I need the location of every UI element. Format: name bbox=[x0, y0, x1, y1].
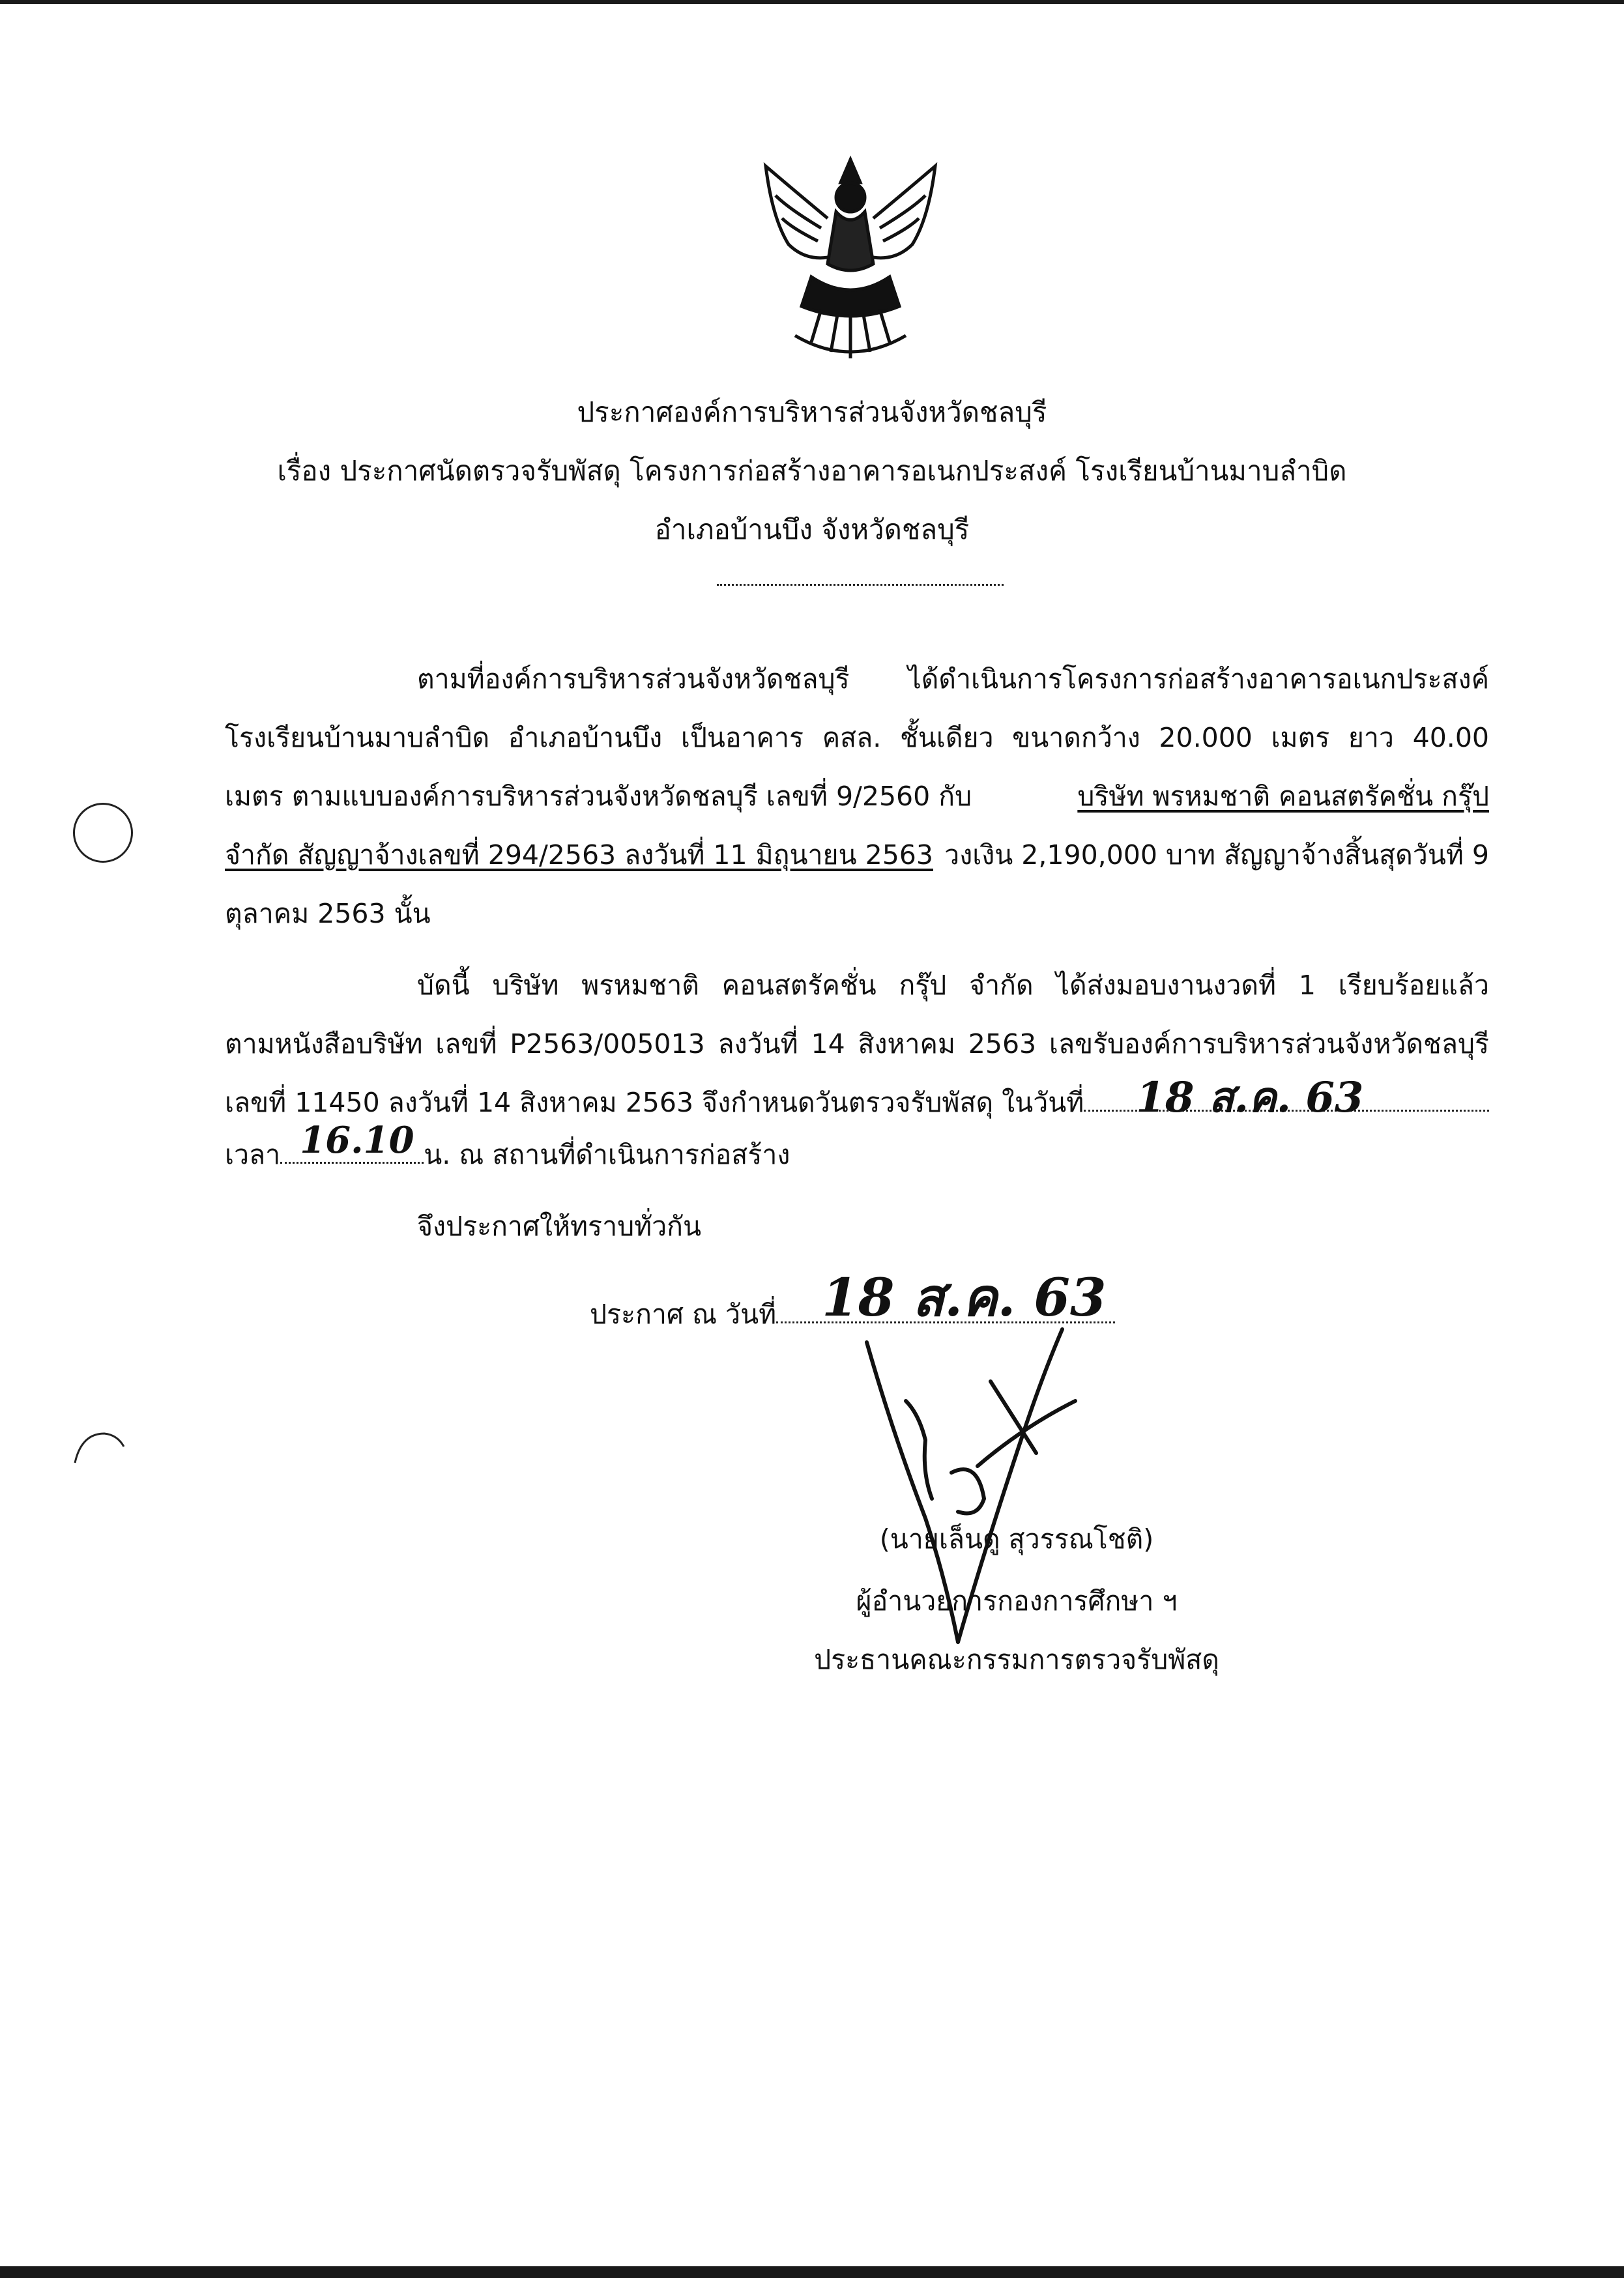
para1-line4-text: วงเงิน 2,190,000 บาท สัญญาจ้างสิ้นสุดวันที่ 9 bbox=[944, 839, 1489, 871]
inspection-date-field bbox=[1084, 1073, 1489, 1122]
para2-line3 bbox=[225, 1073, 1489, 1124]
garuda-emblem-icon bbox=[749, 147, 951, 375]
signatory-role: ประธานคณะกรรมการตรวจรับพัสดุ bbox=[814, 1644, 1219, 1675]
inspection-date-handwritten: 18 ส.ค. 63 bbox=[1136, 1073, 1364, 1122]
signatory-position: ผู้อำนวยการกองการศึกษา ฯ bbox=[856, 1585, 1178, 1617]
para2-line4 bbox=[225, 1119, 790, 1176]
para1-line3 bbox=[225, 775, 1489, 818]
header-subject: เรื่อง ประกาศนัดตรวจรับพัสดุ โครงการก่อสร้างอาคารอเนกประสงค์ โรงเรียนบ้านมาบลำบิด bbox=[277, 455, 1347, 487]
time-label: เวลา bbox=[225, 1139, 281, 1170]
announce-date-label: ประกาศ ณ วันที่ bbox=[590, 1299, 777, 1330]
time-location-text: น. ณ สถานที่ดำเนินการก่อสร้าง bbox=[424, 1139, 790, 1170]
header-org-title: ประกาศองค์การบริหารส่วนจังหวัดชลบุรี bbox=[577, 396, 1047, 428]
para1-line2: โรงเรียนบ้านมาบลำบิด อำเภอบ้านบึง เป็นอาคาร คสล. ชั้นเดียว ขนาดกว้าง 20.000 เมตร ยาว 40.00 bbox=[225, 722, 1489, 753]
para2-line2: ตามหนังสือบริษัท เลขที่ P2563/005013 ลงวันที่ 14 สิงหาคม 2563 เลขรับองค์การบริหารส่วนจังหวัดชลบุรี bbox=[225, 1028, 1489, 1060]
para2-line1: บัดนี้ บริษัท พรหมชาติ คอนสตรัคชั่น กรุ๊ป จำกัด ได้ส่งมอบงานงวดที่ 1 เรียบร้อยแล้ว bbox=[417, 970, 1489, 1001]
header-district: อำเภอบ้านบึง จังหวัดชลบุรี bbox=[654, 513, 970, 545]
header-dotted-divider bbox=[717, 584, 1004, 586]
contractor-name-underlined: บริษัท พรหมชาติ คอนสตรัคชั่น กรุ๊ป bbox=[1077, 781, 1489, 812]
top-scan-border bbox=[0, 0, 1624, 4]
para1-line3-text: เมตร ตามแบบองค์การบริหารส่วนจังหวัดชลบุรี เลขที่ 9/2560 กับ bbox=[225, 781, 972, 812]
inspection-time-field bbox=[280, 1119, 424, 1164]
inspection-time-handwritten: 16.10 bbox=[300, 1119, 414, 1162]
contract-number-underlined: จำกัด สัญญาจ้างเลขที่ 294/2563 ลงวันที่ 11 มิถุนายน 2563 bbox=[225, 839, 933, 871]
bottom-scan-border bbox=[0, 2266, 1624, 2278]
closing-statement: จึงประกาศให้ทราบทั่วกัน bbox=[417, 1211, 702, 1242]
announce-date-handwritten: 18 ส.ค. 63 bbox=[822, 1267, 1107, 1328]
para2-line3-text: เลขที่ 11450 ลงวันที่ 14 สิงหาคม 2563 จึงกำหนดวันตรวจรับพัสดุ ในวันที่ bbox=[225, 1087, 1084, 1118]
signatory-name: (นายเล็นดู สุวรรณโชติ) bbox=[879, 1523, 1154, 1555]
punch-hole bbox=[73, 803, 133, 863]
para1-line5: ตุลาคม 2563 นั้น bbox=[225, 898, 431, 929]
para1-line1: ตามที่องค์การบริหารส่วนจังหวัดชลบุรี ได้ดำเนินการโครงการก่อสร้างอาคารอเนกประสงค์ bbox=[417, 663, 1489, 695]
punch-hole-partial bbox=[68, 1427, 127, 1466]
para1-line4 bbox=[225, 834, 1489, 876]
